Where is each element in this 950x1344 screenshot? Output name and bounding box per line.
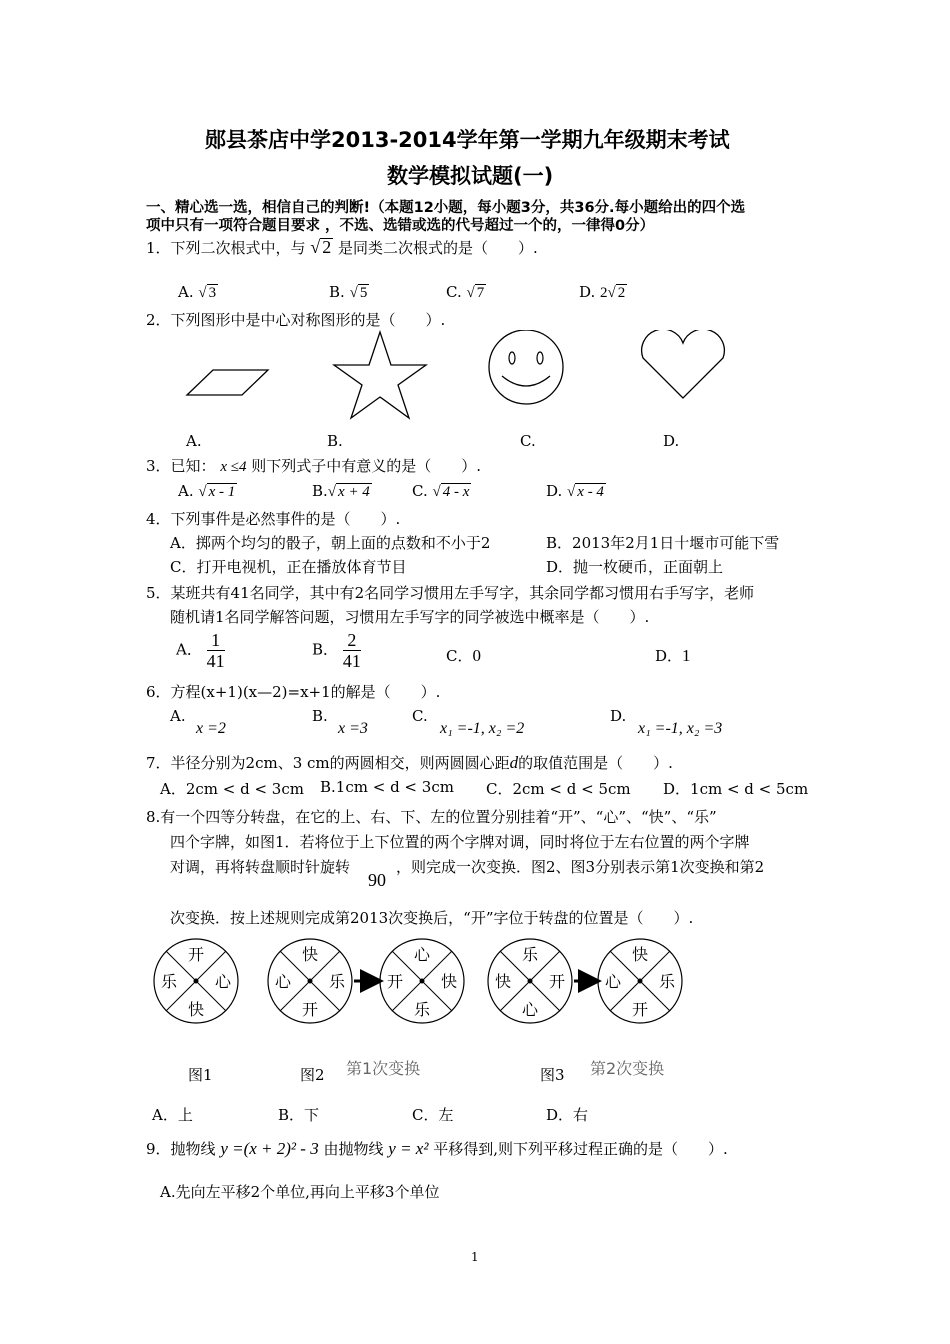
q5-option-c[interactable] [446,645,481,666]
question-2: 2．下列图形中是中心对称图形的是（ ）. [146,311,446,329]
step1-caption: 第1次变换 [346,1059,421,1078]
q1-option-b[interactable] [329,283,369,302]
question-5-line1: 5．某班共有41名同学，其中有2名同学习惯用左手写字，其余同学都习惯用右手写字，老师 [146,584,755,602]
wheel2-top: 快 [301,945,319,964]
q7-option-a[interactable]: A．2cm < d < 3cm [160,780,304,798]
q6-option-a-expr: x =2 [196,720,226,737]
q6-option-d-label[interactable]: D. [610,707,627,725]
q9-expr-2: y = x² [388,1139,429,1158]
wheel1-right: 心 [214,972,232,991]
q3-option-d-radicand: x - 4 [577,484,604,500]
question-8-line3a: 对调，再将转盘顺时针旋转 [170,858,351,876]
wheel5-bottom: 开 [631,1000,649,1019]
q9-option-a[interactable]: A.先向左平移2个单位,再向上平移3个单位 [160,1183,440,1201]
wheel5-left: 心 [604,972,622,991]
q7-variable: d [509,753,519,772]
q3-option-c-label: C. [412,482,428,500]
section-instructions-line2: 项中只有一项符合题目要求 ，不选、选错或选的代号超过一个的，一律得0分） [146,218,655,234]
q1-option-a-label: A. [178,283,194,301]
wheel2-right: 乐 [328,972,346,991]
q1-option-c[interactable] [446,283,486,302]
wheel3-left: 开 [386,972,404,991]
q7-option-b[interactable]: B.1cm < d < 3cm [320,778,454,796]
wheel5-top: 快 [631,945,649,964]
q9-stem-pre: 9．抛物线 [146,1140,216,1158]
q1-radical: √ 2 [310,237,332,257]
q7-option-c[interactable]: C．2cm < d < 5cm [486,780,631,798]
q1-option-a-radicand: 3 [208,285,217,301]
wheel3-right: 快 [440,972,458,991]
q3-option-a-label: A. [178,482,194,500]
q5-option-c-value: 0 [472,646,481,665]
q4-option-c[interactable]: C．打开电视机，正在播放体育节目 [170,558,407,576]
q1-option-c-label: C. [446,283,462,301]
q3-option-b-radical: √ x + 4 [327,484,370,500]
q3-option-c[interactable] [412,482,471,501]
wheel-fig1 [154,939,238,1023]
q2-shapes [180,330,740,420]
q5-option-b-fraction [343,630,361,671]
q5-option-d-value: 1 [682,646,691,665]
q3-option-a-radical: √ x - 1 [198,484,236,500]
q3-option-c-radicand: 4 - x [442,484,470,500]
wheel-fig2-a [268,939,352,1023]
q3-option-b-label: B. [312,482,328,500]
q5-option-a-denominator: 41 [206,651,225,671]
q6-option-c-label[interactable]: C. [412,707,428,725]
q8-option-c[interactable]: C．左 [412,1106,454,1124]
q6-option-a-label[interactable]: A. [170,707,186,725]
q3-option-b[interactable] [312,482,372,501]
wheel4-left: 快 [494,972,512,991]
question-8-line3b: ，则完成一次变换．图2、图3分别表示第1次变换和第2 [396,858,765,876]
q7-stem-post: 的取值范围是（ ）. [518,754,673,772]
wheel4-bottom: 心 [521,1000,539,1019]
q1-option-d-radical: √ 2 [607,285,626,301]
question-7 [146,752,673,773]
q1-option-d-coef: 2 [600,285,608,301]
question-1 [146,237,538,258]
q4-option-a[interactable]: A．掷两个均匀的骰子，朝上面的点数和不小于2 [170,534,491,552]
q8-option-a[interactable]: A．上 [152,1106,193,1124]
wheel1-top: 开 [187,945,205,964]
q3-option-a-radicand: x - 1 [208,484,236,500]
q4-option-b[interactable]: B．2013年2月1日十堰市可能下雪 [546,534,780,552]
q1-radicand: 2 [322,237,332,257]
q8-angle: 90 [368,870,386,890]
question-8-line4: 次变换．按上述规则完成第2013次变换后，“开”字位于转盘的位置是（ ）. [170,909,694,927]
q1-stem-pre: 1．下列二次根式中，与 [146,239,306,257]
wheel-fig3-a [488,939,572,1023]
q3-condition: x ≤4 [220,459,247,475]
smiley-face-icon [489,330,563,404]
star-icon [334,332,426,418]
wheel2-bottom: 开 [301,1000,319,1019]
question-8-line1: 8.有一个四等分转盘，在它的上、右、下、左的位置分别挂着“开”、“心”、“快”、“乐” [146,808,717,826]
q4-option-d[interactable]: D．抛一枚硬币，正面朝上 [546,558,724,576]
q8-option-b[interactable]: B．下 [278,1106,320,1124]
q5-option-d[interactable] [655,645,691,666]
q3-option-d-radical: √ x - 4 [567,484,604,500]
q1-option-d-radicand: 2 [617,285,626,301]
q1-option-a-radical: √ 3 [198,285,217,301]
heart-icon [642,330,725,398]
q5-option-a-numerator: 1 [207,630,225,651]
parallelogram-icon [187,370,268,395]
wheel3-top: 心 [413,945,431,964]
q1-option-a[interactable] [178,283,218,302]
question-3 [146,455,481,476]
q9-stem-post: 平移得到,则下列平移过程正确的是（ ）. [433,1140,728,1158]
q6-option-b-expr: x =3 [338,720,368,737]
question-8-line2: 四个字牌，如图1．若将位于上下位置的两个字牌对调，同时将位于左右位置的两个字牌 [170,833,750,851]
q2-option-a[interactable]: A. [186,432,202,450]
q1-option-b-radicand: 5 [359,285,368,301]
q3-option-c-radical: √ 4 - x [432,484,470,500]
q1-option-d-label: D. [579,283,596,301]
question-9 [146,1138,728,1159]
wheel-fig2-b [380,939,464,1023]
q1-option-c-radicand: 7 [476,285,485,301]
wheel4-right: 开 [548,972,566,991]
q6-option-d-expr: x₁ =-1, x₂ =3 [638,720,723,737]
q3-option-a[interactable] [178,482,237,501]
q2-option-c[interactable]: C. [520,432,536,450]
q5-option-d-label: D． [655,647,683,665]
q1-option-c-radical: √ 7 [466,285,485,301]
q3-stem-post: 则下列式子中有意义的是（ ）. [251,457,482,475]
q5-option-b-denominator: 41 [342,651,361,671]
q3-option-d[interactable] [546,482,606,501]
page-title: 郧县茶店中学2013-2014学年第一学期九年级期末考试 [205,128,730,152]
q3-option-d-label: D. [546,482,563,500]
q1-stem-post: 是同类二次根式的是（ ）. [338,239,538,257]
q1-option-d[interactable] [579,283,627,302]
q3-stem-pre: 3．已知： [146,457,216,475]
question-6: 6．方程(x+1)(x—2)=x+1的解是（ ）. [146,683,441,701]
q5-option-a-fraction [207,630,225,671]
q2-option-d[interactable]: D. [663,432,680,450]
section-instructions-line1: 一、精心选一选，相信自己的判断!（本题12小题，每小题3分，共36分.每小题给出的四个选 [146,200,746,216]
wheel4-top: 乐 [521,945,539,964]
wheel5-right: 乐 [658,972,676,991]
q5-option-a-label: A． [176,640,202,659]
q6-option-c-expr: x₁ =-1, x₂ =2 [440,720,525,737]
fig2-caption: 图2 [300,1066,325,1084]
q5-option-b-label: B． [312,640,339,659]
q5-option-c-label: C． [446,647,473,665]
q7-stem-pre: 7．半径分别为2cm、3 cm的两圆相交，则两圆圆心距 [146,754,510,772]
wheel1-bottom: 快 [187,1000,205,1019]
q8-option-d[interactable]: D．右 [546,1106,589,1124]
q7-option-d[interactable]: D．1cm < d < 5cm [663,780,809,798]
wheel2-left: 心 [274,972,292,991]
q9-stem-mid: 由抛物线 [323,1140,384,1158]
q5-option-b-numerator: 2 [343,630,361,651]
q9-expr-1: y =(x + 2)² - 3 [220,1139,319,1158]
fig1-caption: 图1 [188,1066,213,1084]
q2-option-b[interactable]: B. [327,432,343,450]
q5-option-b[interactable] [312,630,361,671]
q3-option-b-radicand: x + 4 [338,484,370,500]
q5-option-a[interactable] [176,630,225,671]
fig3-caption: 图3 [540,1066,565,1084]
q1-option-b-label: B. [329,283,345,301]
page-subtitle: 数学模拟试题(一) [387,164,554,188]
question-4: 4．下列事件是必然事件的是（ ）. [146,510,401,528]
q6-option-b-label[interactable]: B. [312,707,328,725]
page-number: 1 [471,1250,479,1264]
step2-caption: 第2次变换 [590,1059,665,1078]
question-5-line2: 随机请1名同学解答问题，习惯用左手写字的同学被选中概率是（ ）. [170,608,650,626]
wheel3-bottom: 乐 [413,1000,431,1019]
wheel-fig3-b [598,939,682,1023]
q1-option-b-radical: √ 5 [349,285,368,301]
wheel1-left: 乐 [160,972,178,991]
q8-wheel-figures [150,935,690,1030]
